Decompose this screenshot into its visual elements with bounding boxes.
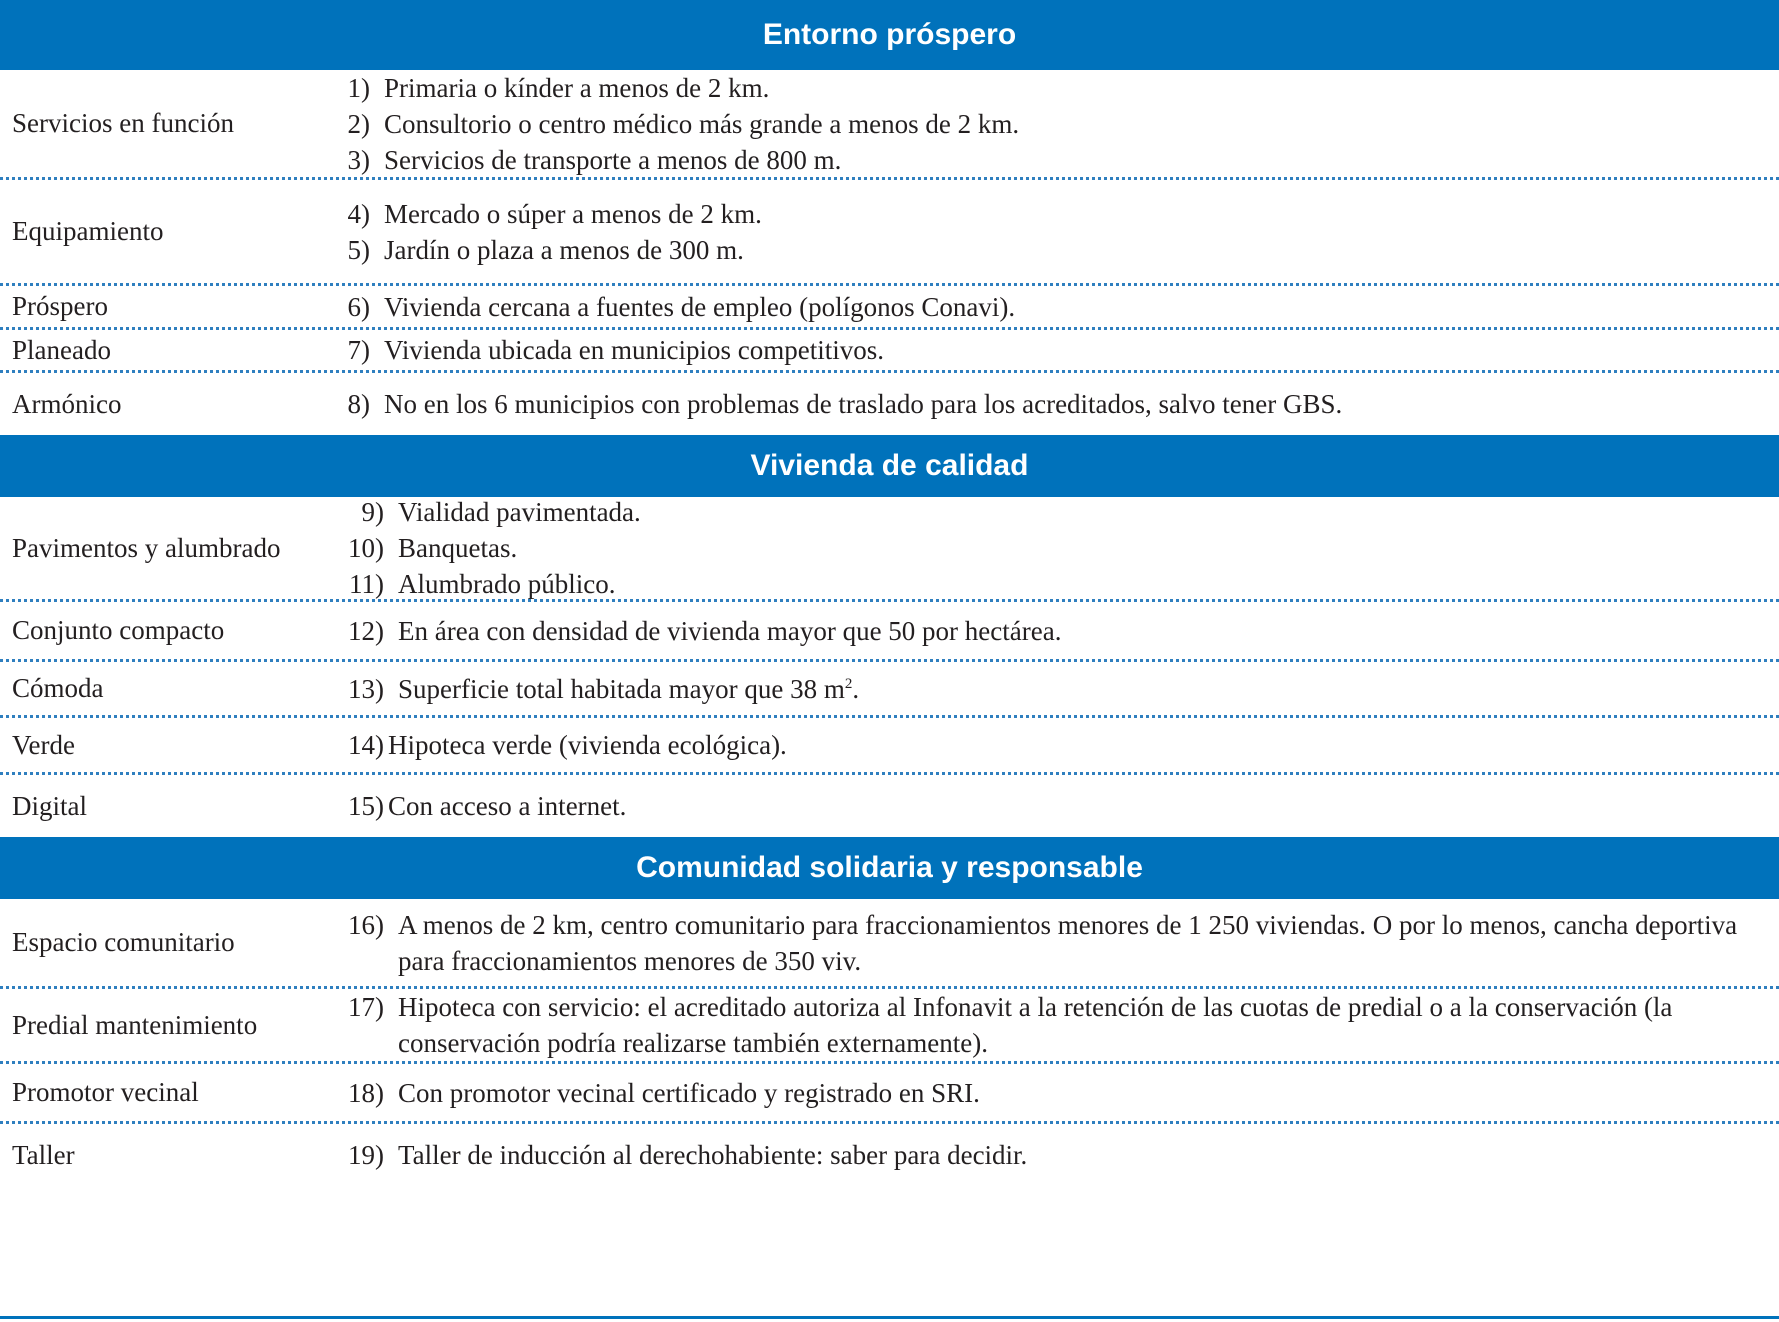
row-items <box>330 718 1765 772</box>
item-number: 6) <box>347 291 370 322</box>
section-title: Vivienda de calidad <box>750 449 1029 482</box>
item-text: Vivienda cercana a fuentes de empleo (polígonos Conavi). <box>384 291 1016 322</box>
row-label: Predial mantenimiento <box>12 1009 258 1040</box>
table-row <box>0 1064 1779 1124</box>
row-items <box>330 1064 1765 1121</box>
table-row <box>0 662 1779 718</box>
list-item <box>330 1075 1765 1111</box>
row-label: Equipamiento <box>12 216 164 246</box>
table-row <box>0 989 1779 1064</box>
table-row <box>0 330 1779 373</box>
row-items <box>330 70 1765 177</box>
row-label: Promotor vecinal <box>12 1077 199 1107</box>
list-item <box>330 232 1765 268</box>
item-number: 9) <box>361 497 384 527</box>
item-number: 15) <box>348 791 384 821</box>
section-header-vivienda-de-calidad <box>0 435 1779 497</box>
item-text: Vivienda ubicada en municipios competitivos. <box>384 335 885 365</box>
row-items <box>330 1124 1765 1186</box>
row-items <box>330 330 1765 370</box>
list-item <box>330 142 1765 178</box>
row-items <box>330 373 1765 435</box>
list-item <box>330 907 1765 979</box>
list-item <box>330 494 1765 530</box>
row-label: Conjunto compacto <box>12 615 225 645</box>
item-number: 11) <box>349 569 384 599</box>
table-row <box>0 286 1779 330</box>
row-label: Próspero <box>12 291 108 321</box>
item-number: 10) <box>348 533 384 563</box>
section-header-comunidad-solidaria <box>0 837 1779 899</box>
list-item <box>330 289 1765 325</box>
item-number: 7) <box>347 335 370 365</box>
item-number: 3) <box>347 144 370 175</box>
item-text: Consultorio o centro médico más grande a menos de 2 km. <box>384 108 1020 139</box>
superscript: 2 <box>844 675 853 692</box>
row-label: Espacio comunitario <box>12 927 235 957</box>
list-item <box>330 788 1765 824</box>
section-header-entorno-prospero <box>0 0 1779 70</box>
item-text-main: Superficie total habitada mayor que 38 m <box>398 673 845 704</box>
item-text: Jardín o plaza a menos de 300 m. <box>384 234 744 265</box>
item-text: Vialidad pavimentada. <box>398 497 641 527</box>
table-row <box>0 373 1779 435</box>
item-number: 2) <box>347 108 370 139</box>
item-number: 8) <box>347 389 370 419</box>
item-number: 16) <box>348 909 384 940</box>
item-text: Banquetas. <box>398 533 518 563</box>
list-item <box>330 613 1765 649</box>
row-label: Pavimentos y alumbrado <box>12 532 281 563</box>
item-number: 18) <box>348 1077 384 1108</box>
table-row <box>0 1124 1779 1186</box>
item-number: 1) <box>347 72 370 103</box>
item-text: Servicios de transporte a menos de 800 m. <box>384 144 842 175</box>
table-row <box>0 70 1779 180</box>
list-item <box>330 530 1765 566</box>
row-label: Servicios en función <box>12 108 234 138</box>
list-item <box>330 106 1765 142</box>
list-item <box>330 989 1765 1061</box>
row-items <box>330 497 1765 599</box>
table-row <box>0 718 1779 775</box>
row-items <box>330 180 1765 283</box>
row-items <box>330 662 1765 715</box>
row-items <box>330 286 1765 327</box>
item-text: Hipoteca verde (vivienda ecológica). <box>388 730 787 760</box>
table-row <box>0 775 1779 837</box>
list-item <box>330 196 1765 232</box>
row-label: Digital <box>12 790 87 821</box>
item-text: Hipoteca con servicio: el acreditado autoriza al Infonavit a la retención de las cuotas de predial o a la conservación (la conservación podría realizarse también externamente). <box>398 992 1673 1058</box>
table-row <box>0 899 1779 989</box>
list-item <box>330 70 1765 106</box>
item-number: 5) <box>347 234 370 265</box>
item-text: Con acceso a internet. <box>388 791 627 821</box>
item-number: 14) <box>348 730 384 760</box>
list-item <box>330 332 1765 368</box>
row-label: Verde <box>12 729 75 760</box>
row-label: Armónico <box>12 388 122 419</box>
item-text <box>398 671 1765 707</box>
list-item <box>330 727 1765 763</box>
item-text: A menos de 2 km, centro comunitario para fraccionamientos menores de 1 250 viviendas. O por lo menos, cancha deportiva para fraccionamientos menores de 350 viv. <box>398 909 1738 976</box>
item-number: 4) <box>347 198 370 229</box>
item-text: No en los 6 municipios con problemas de traslado para los acreditados, salvo tener GBS. <box>384 389 1343 419</box>
item-text: Mercado o súper a menos de 2 km. <box>384 198 762 229</box>
item-text: Con promotor vecinal certificado y registrado en SRI. <box>398 1077 980 1108</box>
list-item <box>330 1137 1765 1173</box>
item-number: 19) <box>348 1140 384 1170</box>
row-items <box>330 989 1765 1061</box>
item-text: Alumbrado público. <box>398 569 616 599</box>
table-row <box>0 180 1779 286</box>
item-number: 13) <box>348 673 384 704</box>
item-text: En área con densidad de vivienda mayor que 50 por hectárea. <box>398 615 1062 646</box>
table-row <box>0 497 1779 602</box>
row-items <box>330 602 1765 659</box>
section-title: Entorno próspero <box>762 18 1017 51</box>
bottom-rule <box>0 1316 1779 1319</box>
row-label: Cómoda <box>12 673 104 703</box>
row-items <box>330 775 1765 837</box>
item-text-after: . <box>852 673 860 704</box>
row-label: Taller <box>12 1139 75 1170</box>
list-item <box>330 566 1765 602</box>
item-number: 12) <box>348 615 384 646</box>
section-title: Comunidad solidaria y responsable <box>636 851 1143 884</box>
table-row <box>0 602 1779 662</box>
row-items <box>330 899 1765 986</box>
item-text: Primaria o kínder a menos de 2 km. <box>384 72 770 103</box>
row-label: Planeado <box>12 334 111 365</box>
item-text: Taller de inducción al derechohabiente: saber para decidir. <box>398 1140 1028 1170</box>
list-item <box>330 671 1765 707</box>
list-item <box>330 386 1765 422</box>
item-number: 17) <box>348 992 384 1022</box>
